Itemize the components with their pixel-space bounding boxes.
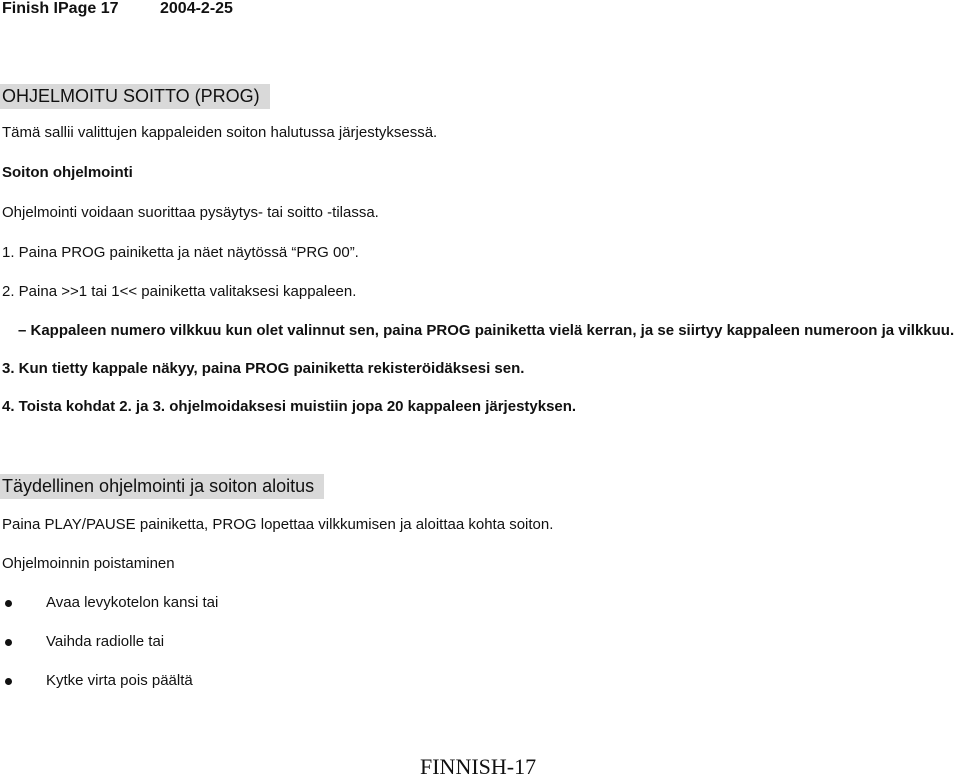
bullet-icon <box>5 639 12 646</box>
header-date: 2004-2-25 <box>160 0 233 17</box>
paragraph-line: Ohjelmointi voidaan suorittaa pysäytys- tai soitto -tilassa. <box>2 204 379 221</box>
paragraph-line: Paina PLAY/PAUSE painiketta, PROG lopettaa vilkkumisen ja aloittaa kohta soiton. <box>2 516 554 533</box>
step-2-note: – Kappaleen numero vilkkuu kun olet valinnut sen, paina PROG painiketta vielä kerran, ja se siirtyy kappaleen numeroon ja vilkkuu. <box>18 322 955 339</box>
subheading: Soiton ohjelmointi <box>2 164 133 181</box>
step-2: 2. Paina >>1 tai 1<< painiketta valitaksesi kappaleen. <box>2 283 357 300</box>
intro-text: Tämä sallii valittujen kappaleiden soiton halutussa järjestyksessä. <box>2 124 438 141</box>
list-item: Kytke virta pois päältä <box>46 672 193 689</box>
subheading: Ohjelmoinnin poistaminen <box>2 555 175 572</box>
list-item: Avaa levykotelon kansi tai <box>46 594 219 611</box>
step-1: 1. Paina PROG painiketta ja näet näytössä “PRG 00”. <box>2 244 359 261</box>
list-item: Vaihda radiolle tai <box>46 633 165 650</box>
step-3: 3. Kun tietty kappale näkyy, paina PROG painiketta rekisteröidäksesi sen. <box>2 360 525 377</box>
section-heading: Täydellinen ohjelmointi ja soiton aloitus <box>0 474 324 499</box>
section-heading: OHJELMOITU SOITTO (PROG) <box>0 84 270 109</box>
step-4: 4. Toista kohdat 2. ja 3. ohjelmoidaksesi muistiin jopa 20 kappaleen järjestyksen. <box>2 398 577 415</box>
header-page-label: Finish IPage 17 <box>2 0 119 17</box>
bullet-icon <box>5 678 12 685</box>
bullet-icon <box>5 600 12 607</box>
page-footer: FINNISH-17 <box>420 754 537 779</box>
